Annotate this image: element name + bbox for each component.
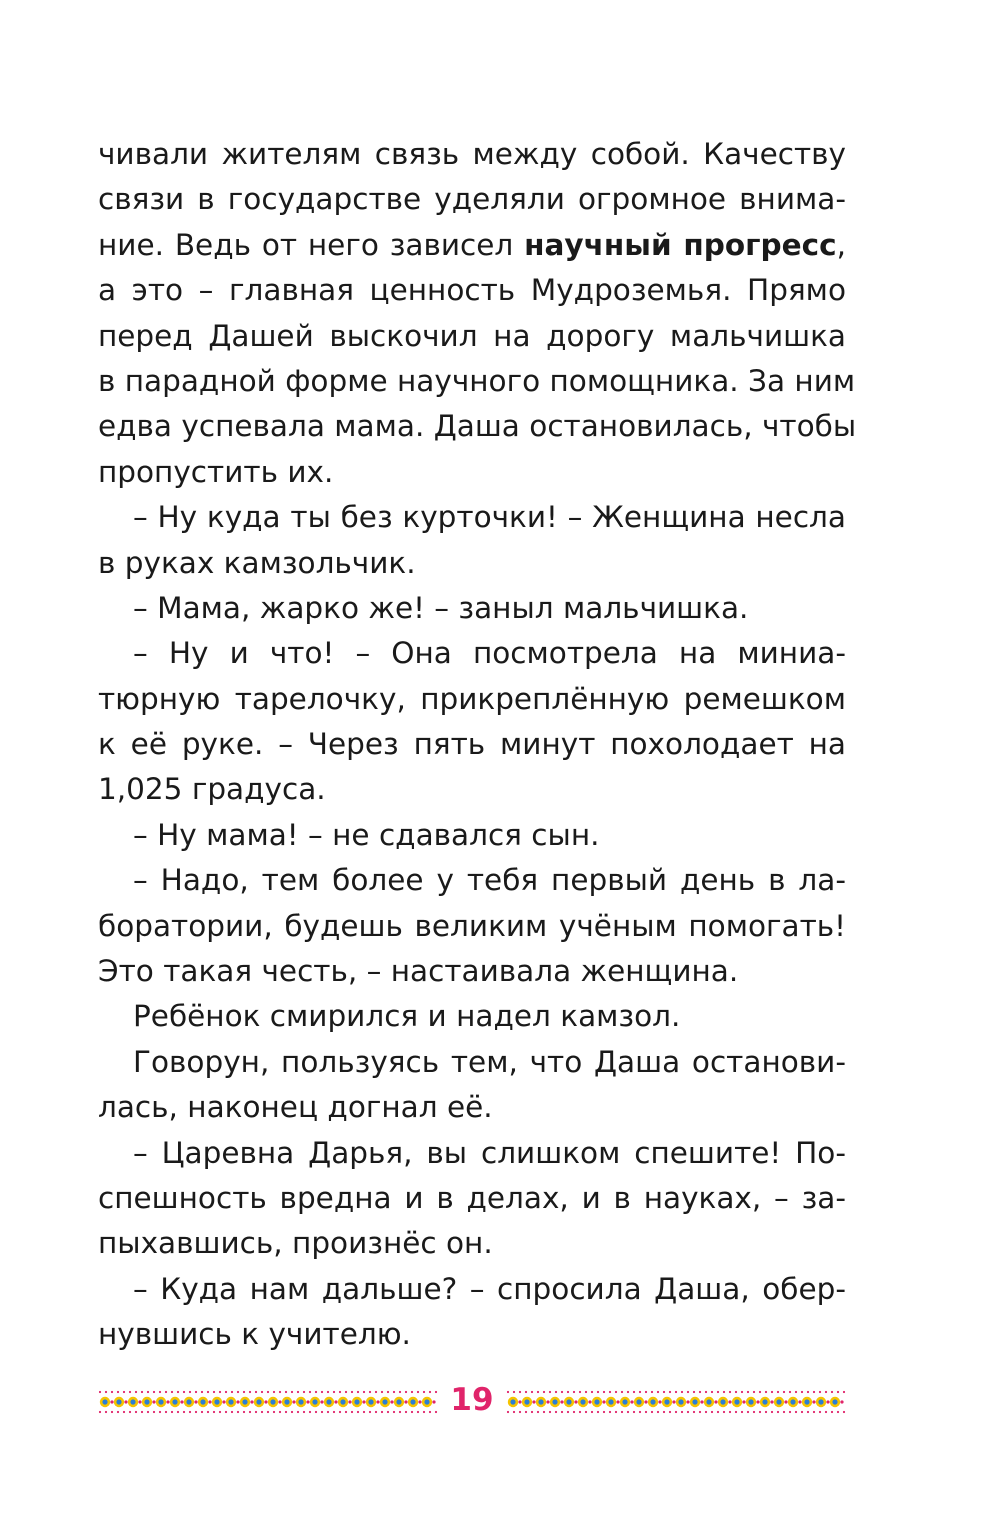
text-line: лась, наконец догнал её.: [98, 1090, 493, 1125]
page-body-text: [98, 132, 857, 1358]
text-line: – Надо, тем более у тебя первый день в ла-: [133, 863, 846, 898]
text-line: – Куда нам дальше? – спросила Даша, обер-: [133, 1271, 846, 1306]
page-footer: [98, 1382, 846, 1419]
text-run: ,: [836, 227, 847, 262]
text-line: Ребёнок смирился и надел камзол.: [133, 999, 681, 1034]
page-number: 19: [450, 1382, 494, 1418]
text-line: в руках камзольчик.: [98, 545, 416, 580]
text-line: а это – главная ценность Мудроземья. Прямо: [98, 273, 846, 308]
text-line: пропустить их.: [98, 454, 334, 489]
text-line: Это такая честь, – настаивала женщина.: [98, 954, 739, 989]
text-line: в парадной форме научного помощника. За ним: [98, 363, 856, 398]
text-line: к её руке. – Через пять минут похолодает на: [98, 727, 846, 762]
bold-term: научный прогресс: [524, 227, 837, 262]
text-line: пыхавшись, произнёс он.: [98, 1226, 493, 1261]
text-line: 1,025 градуса.: [98, 772, 326, 807]
text-line: нувшись к учителю.: [98, 1317, 411, 1352]
text-line: – Ну мама! – не сдавался сын.: [133, 817, 600, 852]
text-line: тюрную тарелочку, прикреплённую ремешком: [98, 681, 846, 716]
text-line: едва успевала мама. Даша остановилась, чтобы: [98, 409, 857, 444]
text-line: Говорун, пользуясь тем, что Даша останови-: [133, 1044, 846, 1079]
text-line: – Мама, жарко же! – заныл мальчишка.: [133, 590, 749, 625]
text-line: чивали жителям связь между собой. Качеству: [98, 137, 846, 171]
text-run: ние. Ведь от него зависел: [98, 227, 525, 262]
text-line: спешность вредна и в делах, и в науках, – за-: [98, 1180, 846, 1215]
text-line: – Ну и что! – Она посмотрела на миниа-: [133, 636, 846, 671]
text-line: боратории, будешь великим учёным помогать!: [98, 908, 846, 943]
dotted-border-ornament-icon: [506, 1389, 846, 1415]
text-line: перед Дашей выскочил на дорогу мальчишка: [98, 318, 846, 353]
text-line: [98, 223, 846, 268]
dotted-border-ornament-icon: [98, 1389, 438, 1415]
text-line: связи в государстве уделяли огромное внима-: [98, 182, 846, 217]
text-line: – Ну куда ты без курточки! – Женщина несла: [133, 500, 846, 535]
text-line: – Царевна Дарья, вы слишком спешите! По-: [133, 1135, 846, 1170]
